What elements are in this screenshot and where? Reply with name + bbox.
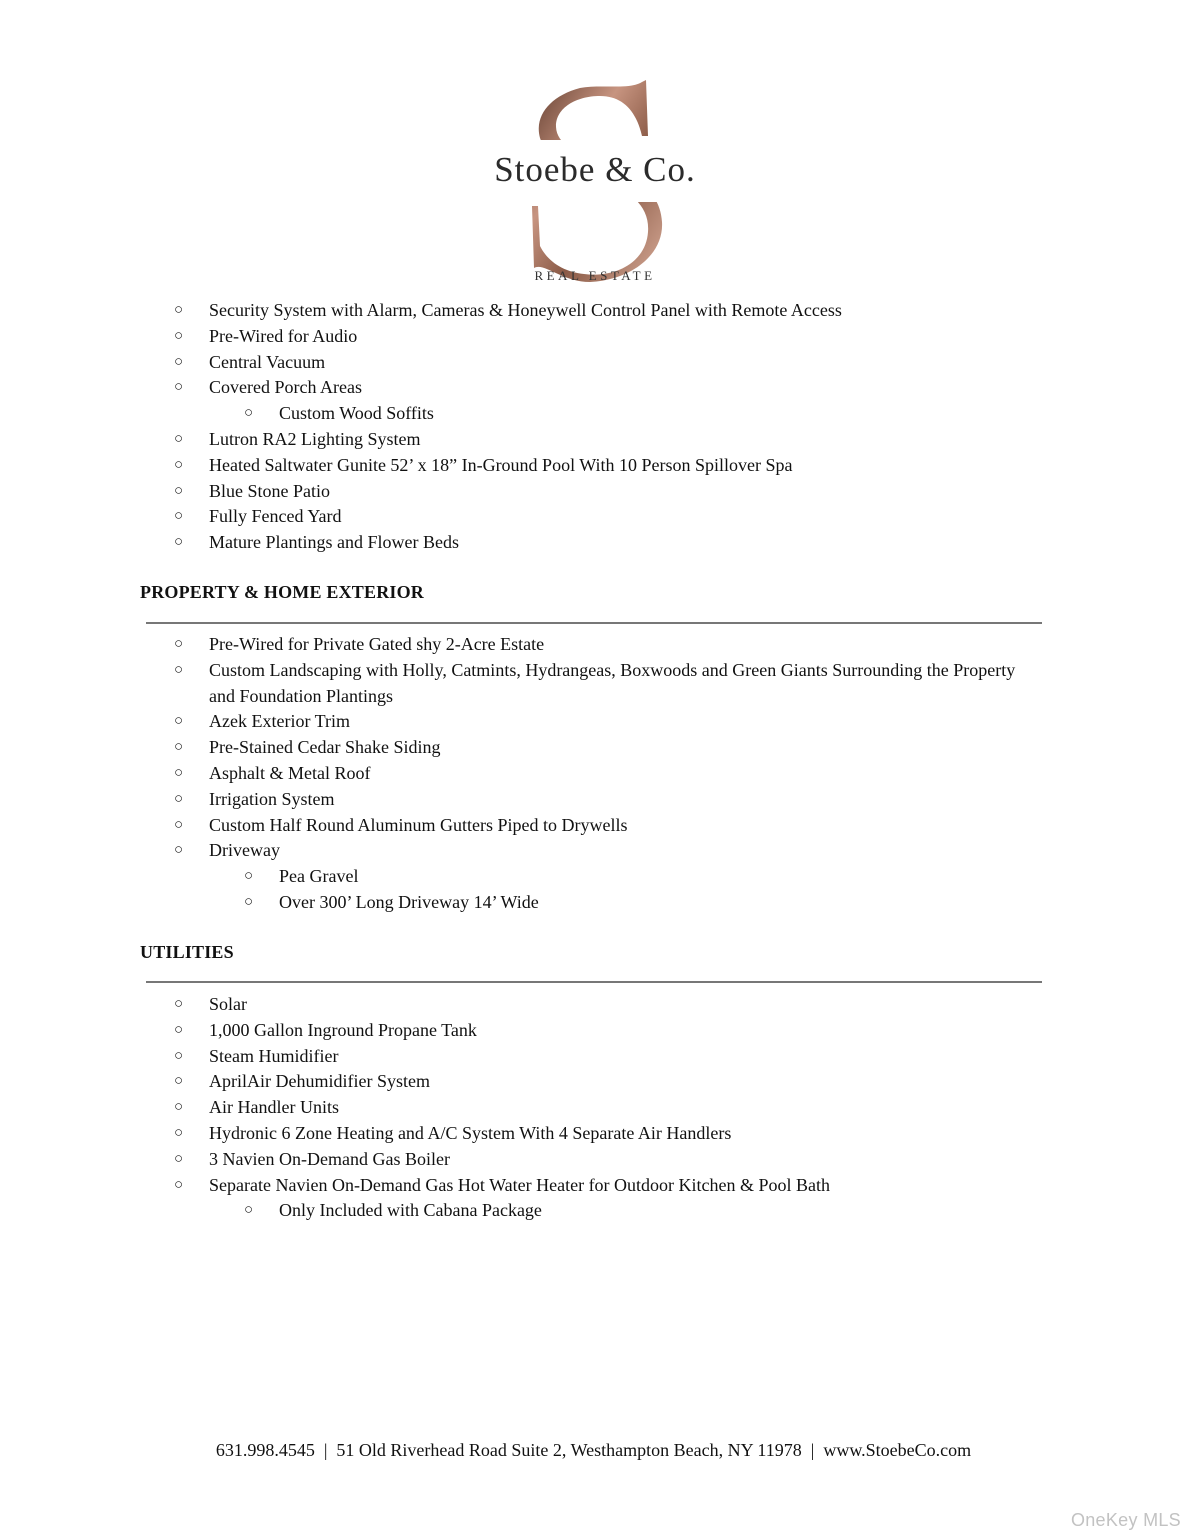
utilities-heading: UTILITIES <box>140 942 234 962</box>
hollow-bullet-icon: ○ <box>174 430 184 447</box>
sub-list-item: ○ Over 300’ Long Driveway 14’ Wide <box>0 890 1187 916</box>
hollow-bullet-icon: ○ <box>174 996 184 1012</box>
sub-list-item: ○ Pea Gravel <box>0 864 1187 890</box>
list-item: ○ Pre-Wired for Private Gated shy 2-Acre Estate <box>0 632 1187 658</box>
section-divider <box>146 622 1042 624</box>
hollow-bullet-icon: ○ <box>174 456 184 473</box>
hollow-bullet-icon: ○ <box>174 508 184 525</box>
list-item: ○ Driveway <box>0 838 1187 864</box>
list-item: ○ AprilAir Dehumidifier System <box>0 1069 1187 1095</box>
exterior-heading: PROPERTY & HOME EXTERIOR <box>140 582 425 602</box>
list-item: ○ Pre-Wired for Audio <box>0 324 1187 350</box>
hollow-bullet-icon: ○ <box>174 661 184 678</box>
hollow-bullet-icon: ○ <box>174 482 184 499</box>
hollow-bullet-icon: ○ <box>174 1176 184 1193</box>
list-item: ○ Custom Landscaping with Holly, Catmints, Hydrangeas, Boxwoods and Green Giants Surrounding the Property and Foundation Plantings <box>174 659 1016 706</box>
list-item: ○ Air Handler Units <box>0 1095 1187 1121</box>
hollow-bullet-icon: ○ <box>174 1124 184 1141</box>
mls-watermark: OneKey MLS <box>1070 1510 1181 1530</box>
hollow-bullet-icon: ○ <box>174 1047 184 1064</box>
list-item: ○ Central Vacuum <box>0 350 1187 376</box>
hollow-bullet-icon: ○ <box>174 302 184 318</box>
hollow-bullet-icon: ○ <box>174 353 184 370</box>
brand-subtitle: REAL ESTATE <box>534 268 656 283</box>
sub-list-item: ○ Only Included with Cabana Package <box>0 1198 1187 1224</box>
list-item: ○ 3 Navien On-Demand Gas Boiler <box>0 1147 1187 1173</box>
hollow-bullet-icon: ○ <box>174 534 184 551</box>
hollow-bullet-icon: ○ <box>174 739 184 756</box>
hollow-bullet-icon: ○ <box>244 1202 254 1219</box>
hollow-bullet-icon: ○ <box>174 1073 184 1090</box>
footer-website-link[interactable]: www.StoebeCo.com <box>823 1440 972 1460</box>
hollow-bullet-icon: ○ <box>244 893 254 910</box>
utilities-list <box>0 992 1187 1224</box>
hollow-bullet-icon: ○ <box>174 379 184 396</box>
list-item: ○ Steam Humidifier <box>0 1044 1187 1070</box>
hollow-bullet-icon: ○ <box>244 405 254 422</box>
hollow-bullet-icon: ○ <box>174 1021 184 1038</box>
list-item: ○ Covered Porch Areas <box>0 375 1187 401</box>
company-logo <box>480 76 710 290</box>
list-item: ○ Solar <box>0 992 1187 1018</box>
list-item: ○ Security System with Alarm, Cameras & Honeywell Control Panel with Remote Access <box>0 298 1187 324</box>
amenities-list <box>0 298 1187 556</box>
footer-separator: | <box>810 1440 815 1460</box>
hollow-bullet-icon: ○ <box>174 1099 184 1116</box>
list-item: ○ Pre-Stained Cedar Shake Siding <box>0 735 1187 761</box>
footer-phone: 631.998.4545 <box>215 1440 315 1460</box>
list-item: ○ Blue Stone Patio <box>0 479 1187 505</box>
brand-name: Stoebe & Co. <box>494 150 696 189</box>
list-item: ○ Asphalt & Metal Roof <box>0 761 1187 787</box>
footer-address: 51 Old Riverhead Road Suite 2, Westhampton Beach, NY 11978 <box>336 1440 802 1460</box>
hollow-bullet-icon: ○ <box>174 842 184 859</box>
exterior-list <box>0 632 1187 916</box>
hollow-bullet-icon: ○ <box>174 816 184 833</box>
hollow-bullet-icon: ○ <box>174 1150 184 1167</box>
hollow-bullet-icon: ○ <box>174 764 184 781</box>
list-item: ○ Custom Half Round Aluminum Gutters Piped to Drywells <box>0 813 1187 839</box>
list-item: ○ Fully Fenced Yard <box>0 504 1187 530</box>
list-item: ○ Irrigation System <box>0 787 1187 813</box>
hollow-bullet-icon: ○ <box>174 713 184 730</box>
list-item: ○ Mature Plantings and Flower Beds <box>0 530 1187 556</box>
list-item: ○ Separate Navien On-Demand Gas Hot Water Heater for Outdoor Kitchen & Pool Bath <box>0 1173 1187 1199</box>
list-item: ○ Lutron RA2 Lighting System <box>0 427 1187 453</box>
hollow-bullet-icon: ○ <box>174 790 184 807</box>
list-item: ○ Azek Exterior Trim <box>0 709 1187 735</box>
sub-list-item: ○ Custom Wood Soffits <box>0 401 1187 427</box>
hollow-bullet-icon: ○ <box>244 868 254 885</box>
footer-contact <box>0 1440 1187 1461</box>
section-divider <box>146 981 1042 983</box>
hollow-bullet-icon: ○ <box>174 636 184 652</box>
list-item: ○ Heated Saltwater Gunite 52’ x 18” In-Ground Pool With 10 Person Spillover Spa <box>0 453 1187 479</box>
list-item: ○ 1,000 Gallon Inground Propane Tank <box>0 1018 1187 1044</box>
list-item: ○ Hydronic 6 Zone Heating and A/C System With 4 Separate Air Handlers <box>0 1121 1187 1147</box>
hollow-bullet-icon: ○ <box>174 327 184 344</box>
footer-separator: | <box>323 1440 328 1460</box>
